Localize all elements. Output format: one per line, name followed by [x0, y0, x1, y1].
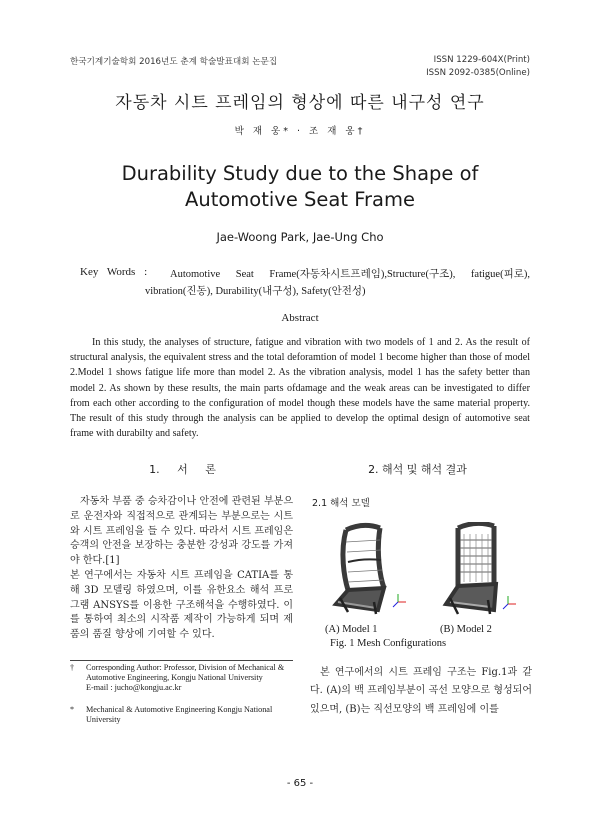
footnote-text: Mechanical & Automotive Engineering Kongju National University — [86, 705, 273, 725]
footnote-text: Corresponding Author: Professor, Division of Mechanical & Automotive Engineering, Kongju National University — [86, 663, 285, 683]
authors-english: Jae-Woong Park, Jae-Ung Cho — [216, 230, 384, 244]
abstract-title: Abstract — [281, 312, 319, 324]
section-2-paragraph: 본 연구에서의 시트 프레임 구조는 Fig.1과 같다. (A)의 백 프레임부분이 곡선 모양으로 형성되어있으며, (B)는 직선모양의 백 프레임에 이를 — [310, 667, 532, 715]
seat-frame-model-2 — [446, 523, 496, 614]
issn-online: ISSN 2092-0385(Online) — [426, 68, 530, 78]
intro-column — [70, 495, 293, 643]
caption-model-2: (B) Model 2 — [440, 624, 492, 635]
intro-paragraph-1: 자동차 부품 중 승차감이나 안전에 관련된 부분으로 운전자와 직접적으로 관계되는 부분으로는 시트와 시트 프레임을 들 수 있다. 따라서 시트 프레임은 승객의 안전을 보장하는 충분한 강성과 강도를 가져야 한다.[1] — [70, 496, 293, 567]
axis-triad-model-2 — [503, 596, 516, 609]
axis-triad-model-1 — [393, 594, 406, 607]
journal-header: 한국기계기술학회 2016년도 춘계 학술발표대회 논문집 — [70, 57, 278, 67]
intro-paragraph-2: 본 연구에서는 자동차 시트 프레임을 CATIA를 통해 3D 모델링 하였으며, 이를 유한요소 해석 프로그램 ANSYS를 이용한 구조해석을 수행하였다. 이를 통하여 최소의 시작품 제작이 가능하게 되며 제품의 품질 향상에 기여할 수 있다. — [70, 569, 293, 641]
title-english: Durability Study due to the Shape of Automotive Seat Frame — [121, 162, 479, 211]
section-2-column — [310, 664, 532, 719]
keywords-label: Key Words : — [80, 266, 148, 278]
section-2-title: 2. 해석 및 해석 결과 — [368, 463, 467, 476]
seat-frame-model-1 — [336, 525, 384, 614]
title-korean: 자동차 시트 프레임의 형상에 따른 내구성 연구 — [115, 93, 485, 113]
issn-print: ISSN 1229-604X(Print) — [433, 55, 530, 65]
footnote-affiliation — [70, 705, 292, 725]
abstract-body: In this study, the analyses of structure, fatigue and vibration with two models of 1 and 2. As the result of structural analysis, the equivalent stress and the total deforamtion of model 1 become higher than those of model 2.Model 1 shows fatigue life more than model 2. As the vibration analysis, model 1 has the safety better than model 2. As shown by these results, the main parts ofdamage and the weak areas can be investigated to differ from each other according to the configuration of model though these models have the same material property. The result of this study through the analysis can be applied to develop the optimal design of automotive seat frame with durabilty and safety. — [70, 337, 530, 440]
keywords-line-1: Automotive Seat Frame(자동차시트프레임),Structure(구조), fatigue(피로), — [170, 269, 530, 280]
keywords-line-2: vibration(진동), Durability(내구성), Safety(안전성) — [145, 286, 366, 297]
footnote-divider — [70, 660, 293, 661]
section-1-title: 1. 서 론 — [149, 463, 216, 476]
seat-frame-figure — [318, 522, 523, 622]
caption-model-1: (A) Model 1 — [325, 624, 378, 635]
footnote-mark: * — [70, 705, 75, 714]
footnote-mark: † — [70, 663, 75, 672]
footnote-email: E-mail : jucho@kongju.ac.kr — [86, 683, 182, 693]
authors-korean: 박 재 웅* · 조 재 웅† — [234, 126, 366, 137]
subsection-2-1-title: 2.1 해석 모델 — [312, 498, 370, 509]
footnote-corresponding-author — [70, 663, 292, 694]
figure-caption: Fig. 1 Mesh Configurations — [330, 638, 447, 649]
page-number: - 65 - — [286, 778, 314, 789]
